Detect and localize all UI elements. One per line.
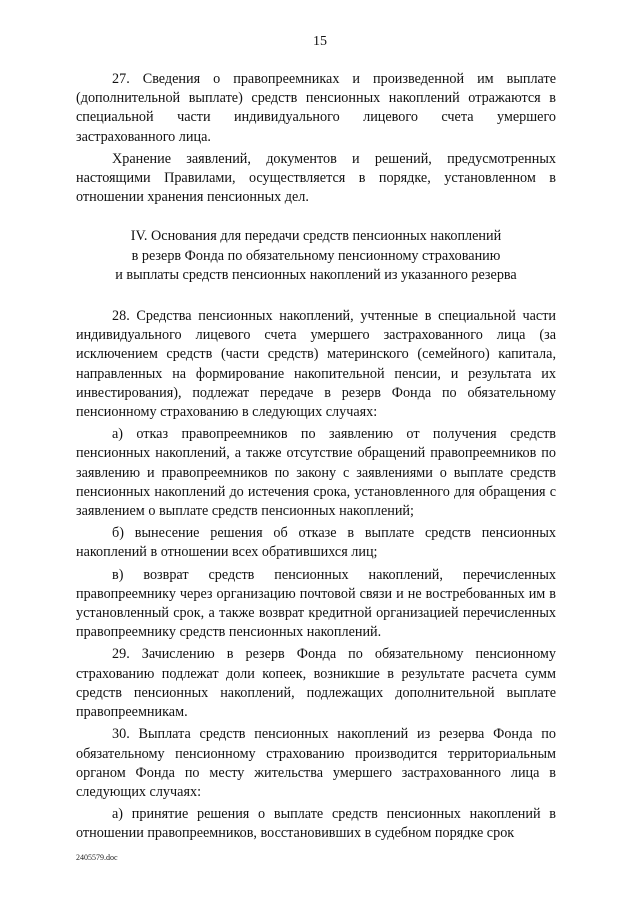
page-number: 15 [313,34,327,49]
paragraph-28-a: а) отказ правопреемников по заявлению от получения средств пенсионных накоплений, а также отсутствие обращений правопреемников по заявлению и правопреемников по закону с заявлениями о выплате средств пенсионных накоплений до истечения срока, установленного для обращения с заявлением о выплате средств пенсионных накоплений; [76,426,556,520]
paragraph-30: 30. Выплата средств пенсионных накоплений из резерва Фонда по обязательному пенсионному страхованию производится территориальным органом Фонда по месту жительства умершего застрахованного лица в следующих случаях: [76,726,556,800]
paragraph-30-a: а) принятие решения о выплате средств пенсионных накоплений в отношении правопреемников, восстановивших в судебном порядке срок [76,806,556,842]
document-body [76,70,556,847]
paragraph-27: 27. Сведения о правопреемниках и произведенной им выплате (дополнительной выплате) средств пенсионных накоплений отражаются в специальной части индивидуального лицевого счета умершего застрахованного лица. [76,71,556,145]
heading-line-3: и выплаты средств пенсионных накоплений из указанного резерва [115,266,517,283]
paragraph-28-v: в) возврат средств пенсионных накоплений, перечисленных правопреемнику через организацию почтовой связи и не востребованных им в установленный срок, а также возврат кредитной организацией перечисленных правопреемнику средств пенсионных накоплений. [76,566,556,641]
heading-line-2: в резерв Фонда по обязательному пенсионному страхованию [131,247,501,264]
document-file-code: 2405579.doc [76,853,118,862]
paragraph-28: 28. Средства пенсионных накоплений, учтенные в специальной части индивидуального лицевого счета умершего застрахованного лица (за исключением средств (части средств) материнского (семейного) капитала, направленных на формирование накопительной пенсии, и результата их инвестирования), подлежат передаче в резерв Фонда по обязательному пенсионному страхованию в следующих случаях: [76,308,556,421]
paragraph-storage: Хранение заявлений, документов и решений, предусмотренных настоящими Правилами, осуществляется в порядке, установленном в отношении хранения пенсионных дел. [76,150,556,206]
paragraph-29: 29. Зачислению в резерв Фонда по обязательному пенсионному страхованию подлежат доли копеек, возникшие в результате расчета сумм средств пенсионных накоплений, подлежащих дополнительной выплате правопреемникам. [76,646,556,721]
section-heading-iv [76,227,556,285]
paragraph-28-b: б) вынесение решения об отказе в выплате средств пенсионных накоплений в отношении всех обратившихся лиц; [76,525,556,561]
heading-line-1: IV. Основания для передачи средств пенсионных накоплений [130,228,502,245]
